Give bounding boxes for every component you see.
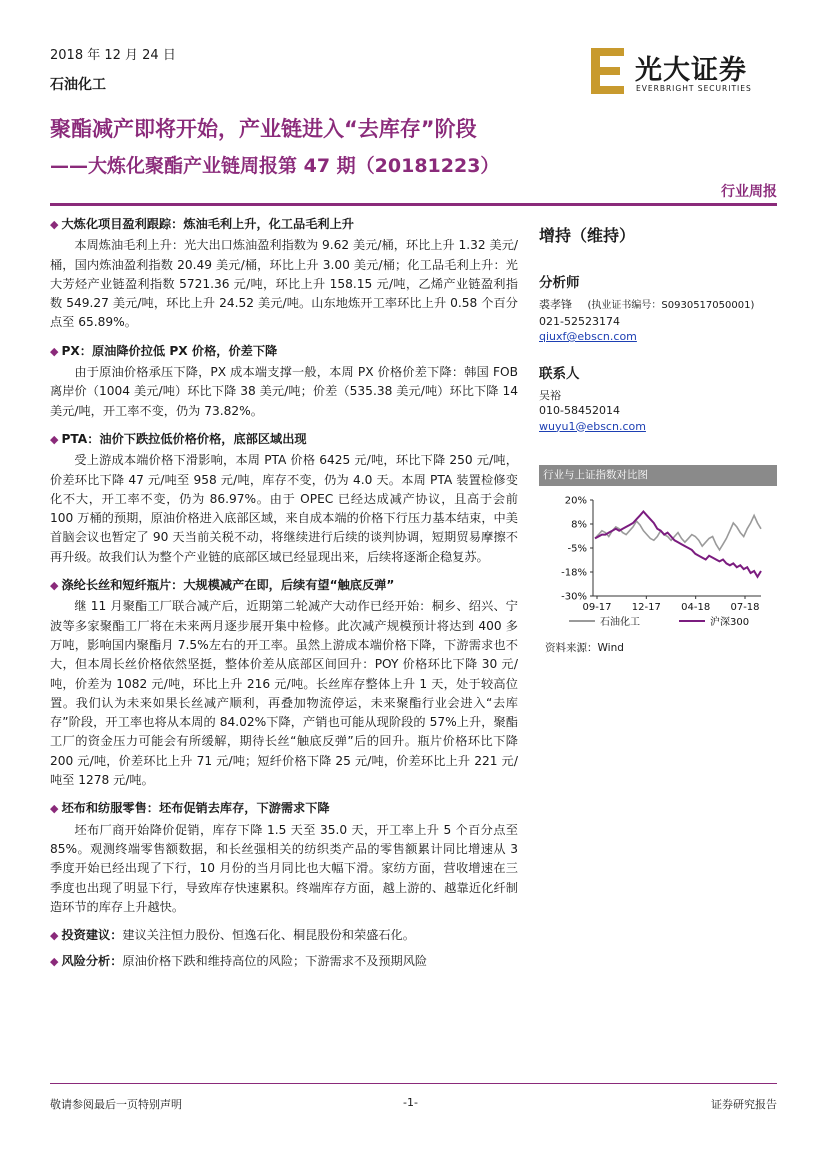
logo-chinese-name: 光大证券 xyxy=(635,55,747,86)
legend-label: 石油化工 xyxy=(600,617,640,628)
contact-heading: 联系人 xyxy=(539,365,580,382)
report-date: 2018 年 12 月 24 日 xyxy=(50,48,176,63)
section-heading: PX：原油降价拉低 PX 价格，价差下降 xyxy=(61,343,278,358)
section-heading: 坯布和纺服零售：坯布促销去库存，下游需求下降 xyxy=(61,801,330,816)
x-tick-label: 07-18 xyxy=(730,602,760,613)
y-tick-label: 8% xyxy=(571,519,587,531)
analyst-cert: (执业证书编号：S0930517050001) xyxy=(587,300,755,311)
diamond-bullet-icon: ◆ xyxy=(50,218,59,231)
sidebar xyxy=(539,215,779,434)
page-number: -1- xyxy=(403,1096,418,1109)
footer-divider xyxy=(50,1083,777,1084)
series-line-0 xyxy=(595,515,761,550)
analyst-name: 裘孝锋 xyxy=(539,298,572,311)
footer-disclaimer: 敬请参阅最后一页特别声明 xyxy=(50,1098,182,1111)
y-tick-label: 20% xyxy=(564,495,587,507)
diamond-bullet-icon: ◆ xyxy=(50,344,59,358)
legend-label: 沪深300 xyxy=(710,617,750,628)
series-line-1 xyxy=(595,512,761,577)
diamond-bullet-icon: ◆ xyxy=(50,432,59,446)
rating: 增持（维持） xyxy=(539,226,636,245)
footer-report-label: 证券研究报告 xyxy=(711,1098,777,1111)
diamond-bullet-icon: ◆ xyxy=(50,802,59,816)
header-divider xyxy=(50,203,777,206)
inline-text: 建议关注恒力股份、恒逸石化、桐昆股份和荣盛石化。 xyxy=(122,928,415,943)
risk-analysis xyxy=(50,952,518,971)
contact-phone: 010-58452014 xyxy=(539,404,620,417)
y-tick-label: -30% xyxy=(561,591,587,603)
x-tick-label: 12-17 xyxy=(631,602,661,613)
section-heading: 大炼化项目盈利跟踪：炼油毛利上升，化工品毛利上升 xyxy=(61,217,354,231)
contact-name: 吴裕 xyxy=(539,388,561,402)
inline-text: 原油价格下跌和维持高位的风险；下游需求不及预期风险 xyxy=(122,954,428,969)
analyst-email-link[interactable]: qiuxf@ebscn.com xyxy=(539,330,637,343)
section-heading: 涤纶长丝和短纤瓶片：大规模减产在即，后续有望“触底反弹” xyxy=(61,578,395,593)
section-body: 受上游成本端价格下滑影响，本周 PTA 价格 6425 元/吨，环比下降 250 元/吨，价差环比下降 47 元/吨至 958 元/吨，库存不变，仍为 4.0 天。本周 PTA 装置检修变化不大，开工率不变，仍为 86.97%。由于 OPEC 已经达成减产协议，且高于会前 100 万桶的预期，原油价格进入底部区域，来自成本端的价格下行压力基本结束，中美首脑会议也暂定了 90 天当前关税不动，将继续进行后续的谈判协调，短期贸易摩擦不再升级。故我们认为整个产业链的底部区域已经显现出来，后续将逐渐企稳复苏。 xyxy=(50,453,518,564)
section-body: 本周炼油毛利上升：光大出口炼油盈利指数为 9.62 美元/桶，环比上升 1.32 美元/桶，国内炼油盈利指数 20.49 美元/桶，环比上升 3.00 美元/桶；化工品毛利上升：光大芳烃产业链盈利指数 5721.36 元/吨，环比上升 158.15 元/吨，乙烯产业链盈利指数 549.27 美元/吨，环比上升 24.52 美元/吨。山东地炼开工率环比上升 0.58 个百分点至 65.89%。 xyxy=(50,238,518,330)
inline-label: 投资建议： xyxy=(61,928,123,943)
section-pta xyxy=(50,430,518,567)
report-type: 行业周报 xyxy=(721,184,777,200)
x-tick-label: 04-18 xyxy=(681,602,711,613)
y-tick-label: -18% xyxy=(561,567,587,579)
everbright-logo-icon xyxy=(591,48,627,94)
x-tick-label: 09-17 xyxy=(582,602,612,613)
diamond-bullet-icon: ◆ xyxy=(50,929,59,943)
section-px xyxy=(50,342,518,421)
diamond-bullet-icon: ◆ xyxy=(50,579,59,593)
section-polyester xyxy=(50,576,518,790)
analyst-heading: 分析师 xyxy=(539,275,580,291)
chart-title: 行业与上证指数对比图 xyxy=(539,465,777,486)
section-body: 继 11 月聚酯工厂联合减产后，近期第二轮减产大动作已经开始：桐乡、绍兴、宁波等多家聚酯工厂将在未来两月逐步展开集中检修。此次减产规模预计将达到 400 多万吨，影响国内聚酯月 7.5%左右的开工率。虽然上游成本端价格下降，下游需求也不大，但本周长丝价格依然坚挺，整体价差从底部区间回升：POY 价格环比下降 30 元/吨，价差为 1082 元/吨，环比上升 216 元/吨。长丝库存整体上升 1 天，处于较高位置。我们认为未来如果长丝减产顺利，再叠加物流停运，未来聚酯行业会进入“去库存”阶段，开工率也将从本周的 84.02%下降，产销也可能从现阶段的 57%上升，聚酯工厂的资金压力可能会有所缓解，期待长丝“触底反弹”后的回升。瓶片价格环比下降 200 元/吨，价差环比上升 71 元/吨；短纤价格下降 25 元/吨，价差环比上升 221 元/吨至 1278 元/吨。 xyxy=(50,599,518,788)
chart-plot xyxy=(539,486,777,646)
inline-label: 风险分析： xyxy=(61,954,123,969)
chart-source: 资料来源：Wind xyxy=(545,642,624,654)
section-heading: PTA：油价下跌拉低价格价格，底部区域出现 xyxy=(61,431,307,446)
section-body: 由于原油价格承压下降，PX 成本端支撑一般，本周 PX 价格价差下降：韩国 FOB 离岸价（1004 美元/吨）环比下降 38 美元/吨；价差（535.38 美元/吨）环比下降 14 美元/吨，开工率不变，仍为 73.82%。 xyxy=(50,365,518,418)
main-content xyxy=(50,215,518,979)
y-tick-label: -5% xyxy=(567,543,587,555)
section-refining xyxy=(50,215,518,333)
diamond-bullet-icon: ◆ xyxy=(50,955,59,969)
comparison-chart xyxy=(539,465,777,645)
section-body: 坯布厂商开始降价促销，库存下降 1.5 天至 35.0 天，开工率上升 5 个百分点至 85%。观测终端零售额数据，和长丝强相关的纺织类产品的零售额累计同比增速从 3 季度开始已经出现了下行，10 月份的当月同比也大幅下滑。家纺方面，营收增速在三季度也出现了明显下行，导致库存快速累积。终端库存方面，越上游的、越靠近化纤制造环节的库存上升越快。 xyxy=(50,822,518,914)
report-title: 聚酯减产即将开始，产业链进入“去库存”阶段 xyxy=(50,117,477,141)
company-logo xyxy=(591,48,776,98)
report-subtitle: ——大炼化聚酯产业链周报第 47 期（20181223） xyxy=(50,155,500,177)
sector-label: 石油化工 xyxy=(50,77,106,93)
analyst-phone: 021-52523174 xyxy=(539,314,620,328)
analyst-row xyxy=(539,297,779,314)
section-textile xyxy=(50,799,518,917)
contact-email-link[interactable]: wuyu1@ebscn.com xyxy=(539,419,646,433)
logo-english-name: EVERBRIGHT SECURITIES xyxy=(636,84,752,93)
investment-advice xyxy=(50,926,518,945)
